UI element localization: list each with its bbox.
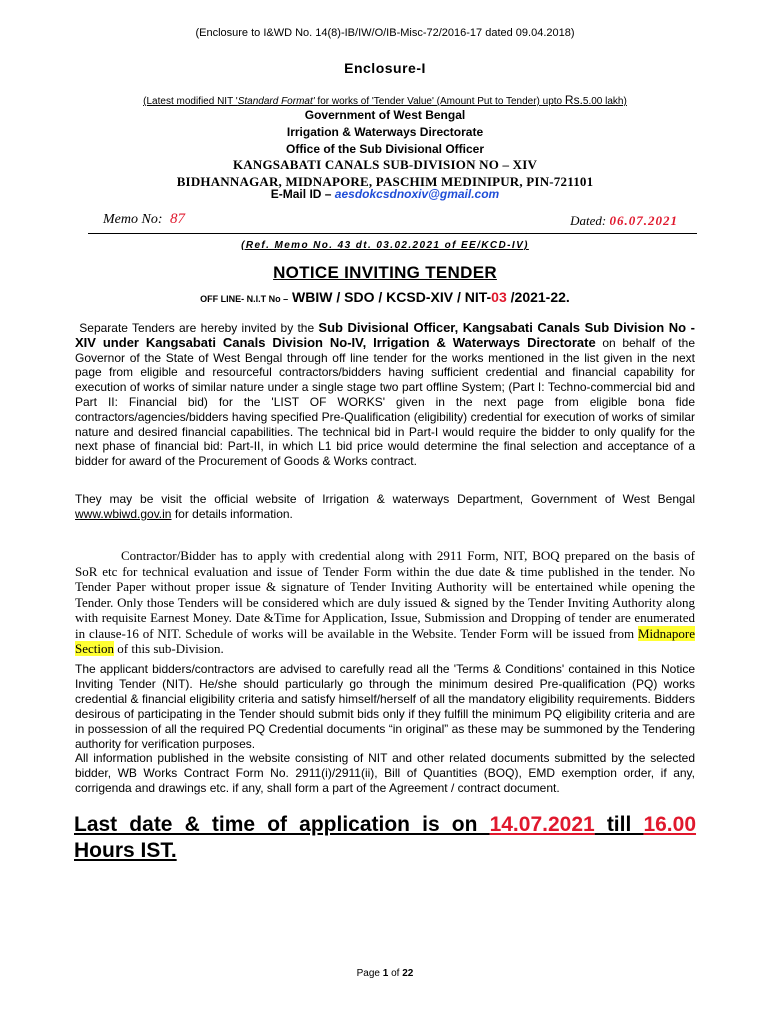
page-total: 22 xyxy=(402,968,414,979)
memo-number-line xyxy=(103,211,185,228)
agreement-text: All information published in the website consisting of NIT and other related documents submitted by the selected bidder, WB Works Contract Form No. 2911(i)/2911(ii), Bill of Quantities (BOQ), EMD exemption order, if any, corrigenda and drawings etc. if any, shall form a part of the Agreement / contract document. xyxy=(75,751,695,796)
nit-number-sequence: 03 xyxy=(491,289,507,305)
terms-text: The applicant bidders/contractors are advised to carefully read all the 'Terms & Conditions' contained in this Notice Inviting Tender (NIT). He/she should particularly go through the minimum desired Pre-qualification (PQ) works credential & financial eligibility criteria and satisfy himself/herself of all the mandatory eligibility requirements. Bidders desirous of participating in the Tender should submit bids only if they fulfill the minimum PQ eligibility criteria and are in possession of all the required PQ Credential documents “in original” as these may be summoned by the Tendering authority for verification purposes. xyxy=(75,662,695,751)
invitation-text-c: on behalf of the Governor of the State of West Bengal through off line tender for the works mentioned in the list given in the next page from eligible and resourceful contractors/bidders having sufficient credential and financial capability for execution of works of similar nature under a single stage two part offline System; (Part I: Techno-commercial bid and Part II: Financial bid) for the 'LIST OF WORKS' given in the next page from eligible bona fide contractors/agencies/bidders having specified Pre-Qualification (eligibility) credential for execution of works of similar nature and desired financial capabilities. The technical bid in Part-I would require the bidder to only qualify for the next phase of financial bid: Part-II, in which L1 bid price would determine the final selection and acceptance of a bidder for award of the Procurement of Goods & Works contract. xyxy=(75,335,695,469)
enclosure-reference: (Enclosure to I&WD No. 14(8)-IB/IW/O/IB-Misc-72/2016-17 dated 09.04.2018) xyxy=(195,27,575,39)
email-address: aesdokcsdnoxiv@gmail.com xyxy=(334,187,500,201)
memo-label: Memo No: xyxy=(103,212,163,227)
deadline-text-a: Last date & time of application is on xyxy=(74,813,490,836)
nit-number xyxy=(0,289,770,305)
deadline-text-c: Hours IST. xyxy=(74,839,177,862)
directorate-name: Irrigation & Waterways Directorate xyxy=(286,125,484,139)
office-address: BIDHANNAGAR, MIDNAPORE, PASCHIM MEDINIPUR, PIN-721101 xyxy=(176,174,594,189)
division-name: KANGSABATI CANALS SUB-DIVISION NO – XIV xyxy=(232,157,538,172)
latest-modified-part-c: for works of 'Tender Value' (Amount Put to Tender) upto xyxy=(314,96,565,107)
latest-modified-standard-format: Standard Format' xyxy=(237,96,315,107)
page-label: Page xyxy=(356,968,383,979)
page-of: of xyxy=(388,968,403,979)
invitation-paragraph xyxy=(75,321,695,469)
reference-memo: (Ref. Memo No. 43 dt. 03.02.2021 of EE/KCD-IV) xyxy=(241,240,529,251)
dated-value: 06.07.2021 xyxy=(609,213,678,228)
credential-text-b: of this sub-Division. xyxy=(114,641,224,656)
government-name: Government of West Bengal xyxy=(304,108,466,122)
latest-modified-part-e: 5.00 lakh) xyxy=(582,96,627,107)
application-deadline xyxy=(74,812,696,864)
nit-number-part-b: /2021-22. xyxy=(506,289,570,305)
enclosure-title: Enclosure-I xyxy=(344,60,426,76)
header-divider xyxy=(88,233,697,234)
nit-prefix: OFF LINE- N.I.T No – xyxy=(200,294,289,304)
website-text-b: for details information. xyxy=(171,507,293,521)
terms-paragraph xyxy=(75,662,695,796)
memo-number: 87 xyxy=(170,211,185,227)
deadline-time: 16.00 xyxy=(643,813,697,836)
page-current: 1 xyxy=(382,968,389,979)
website-link[interactable]: www.wbiwd.gov.in xyxy=(75,507,172,521)
credential-text-a: Contractor/Bidder has to apply with credential along with 2911 Form, NIT, BOQ prepared on the basis of SoR etc for technical evaluation and issue of Tender Form within the due date & time published in the tender. No Tender Paper without proper issue & signature of Tender Inviting Authority will be entertained while opening the Tender. Only those Tenders will be considered which are duly issued & signed by the Tender Inviting Authority along with requisite Earnest Money. Date &Time for Application, Issue, Submission and Dropping of tender are enumerated in clause-16 of NIT. Schedule of works will be available in the Website. Tender Form will be issued from xyxy=(75,548,695,641)
nit-number-part-a: WBIW / SDO / KCSD-XIV / NIT- xyxy=(288,289,492,305)
email-label: E-Mail ID – xyxy=(270,187,332,201)
highlighted-section: Midnapore Section xyxy=(75,625,695,656)
page-number xyxy=(0,968,770,979)
website-text-a: They may be visit the official website of Irrigation & waterways Department, Government of West Bengal xyxy=(75,492,695,506)
credential-paragraph xyxy=(75,548,695,657)
website-paragraph xyxy=(75,492,695,522)
email-line xyxy=(0,187,770,201)
invitation-authority: Sub Divisional Officer, Kangsabati Canals Sub Division No -XIV under Kangsabati Canals Division No-IV, Irrigation & Waterways Directorate xyxy=(75,320,695,350)
office-name: Office of the Sub Divisional Officer xyxy=(285,142,485,156)
deadline-text-b: till xyxy=(594,813,644,836)
latest-modified-part-a: (Latest modified NIT ' xyxy=(143,96,238,107)
memo-date-line xyxy=(570,213,678,229)
latest-modified-note xyxy=(0,93,770,107)
latest-modified-text xyxy=(143,93,627,107)
dated-label: Dated: xyxy=(570,213,607,228)
deadline-date: 14.07.2021 xyxy=(489,813,595,836)
invitation-text-a: Separate Tenders are hereby invited by the xyxy=(79,321,319,335)
notice-heading: NOTICE INVITING TENDER xyxy=(273,263,497,282)
latest-modified-rs: Rs. xyxy=(564,93,583,107)
